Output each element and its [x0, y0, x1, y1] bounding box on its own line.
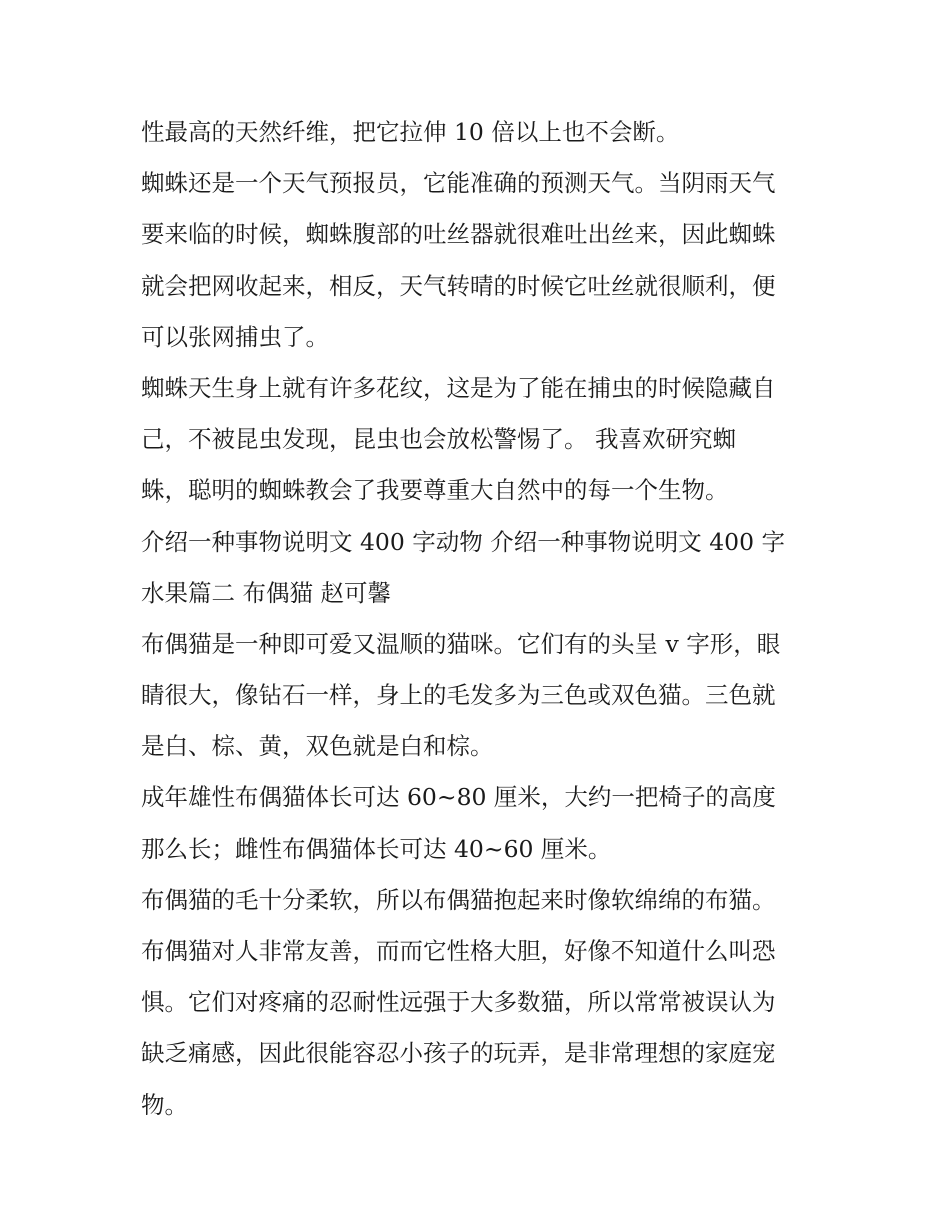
text-line: 性最高的天然纤维，把它拉伸 10 倍以上也不会断。 [141, 118, 680, 146]
text-line: 布偶猫的毛十分柔软，所以布偶猫抱起来时像软绵绵的布猫。 [141, 885, 776, 914]
text-line: 睛很大，像钻石一样，身上的毛发多为三色或双色猫。三色就 [141, 681, 776, 710]
text-line: 蜘蛛天生身上就有许多花纹，这是为了能在捕虫的时候隐藏自 [141, 373, 776, 402]
text-line: 那么长；雌性布偶猫体长可达 40~60 厘米。 [141, 834, 612, 863]
text-line: 惧。它们对疼痛的忍耐性远强于大多数猫，所以常常被误认为 [141, 988, 776, 1017]
text-line: 物。 [141, 1090, 188, 1119]
text-line: 成年雄性布偶猫体长可达 60~80 厘米，大约一把椅子的高度 [141, 783, 776, 812]
text-line: 布偶猫是一种即可爱又温顺的猫咪。它们有的头呈 v 字形，眼 [141, 629, 781, 658]
text-line: 是白、棕、黄，双色就是白和棕。 [141, 732, 494, 761]
body-text [141, 107, 821, 1131]
text-line: 蛛，聪明的蜘蛛教会了我要尊重大自然中的每一个生物。 [141, 476, 729, 505]
section-title-line: 介绍一种事物说明文 400 字动物 介绍一种事物说明文 400 字 [141, 527, 786, 556]
text-line: 就会把网收起来，相反，天气转晴的时候它吐丝就很顺利，便 [141, 271, 776, 300]
text-line: 可以张网捕虫了。 [141, 322, 329, 351]
text-line: 缺乏痛感，因此很能容忍小孩子的玩弄，是非常理想的家庭宠 [141, 1039, 776, 1068]
text-line: 蜘蛛还是一个天气预报员，它能准确的预测天气。当阴雨天气 [141, 169, 776, 198]
text-line: 布偶猫对人非常友善，而而它性格大胆，好像不知道什么叫恐 [141, 937, 776, 965]
section-title-line: 水果篇二 布偶猫 赵可馨 [141, 578, 391, 607]
text-line: 己，不被昆虫发现，昆虫也会放松警惕了。 我喜欢研究蜘 [141, 425, 736, 454]
text-line: 要来临的时候，蜘蛛腹部的吐丝器就很难吐出丝来，因此蜘蛛 [141, 220, 776, 249]
